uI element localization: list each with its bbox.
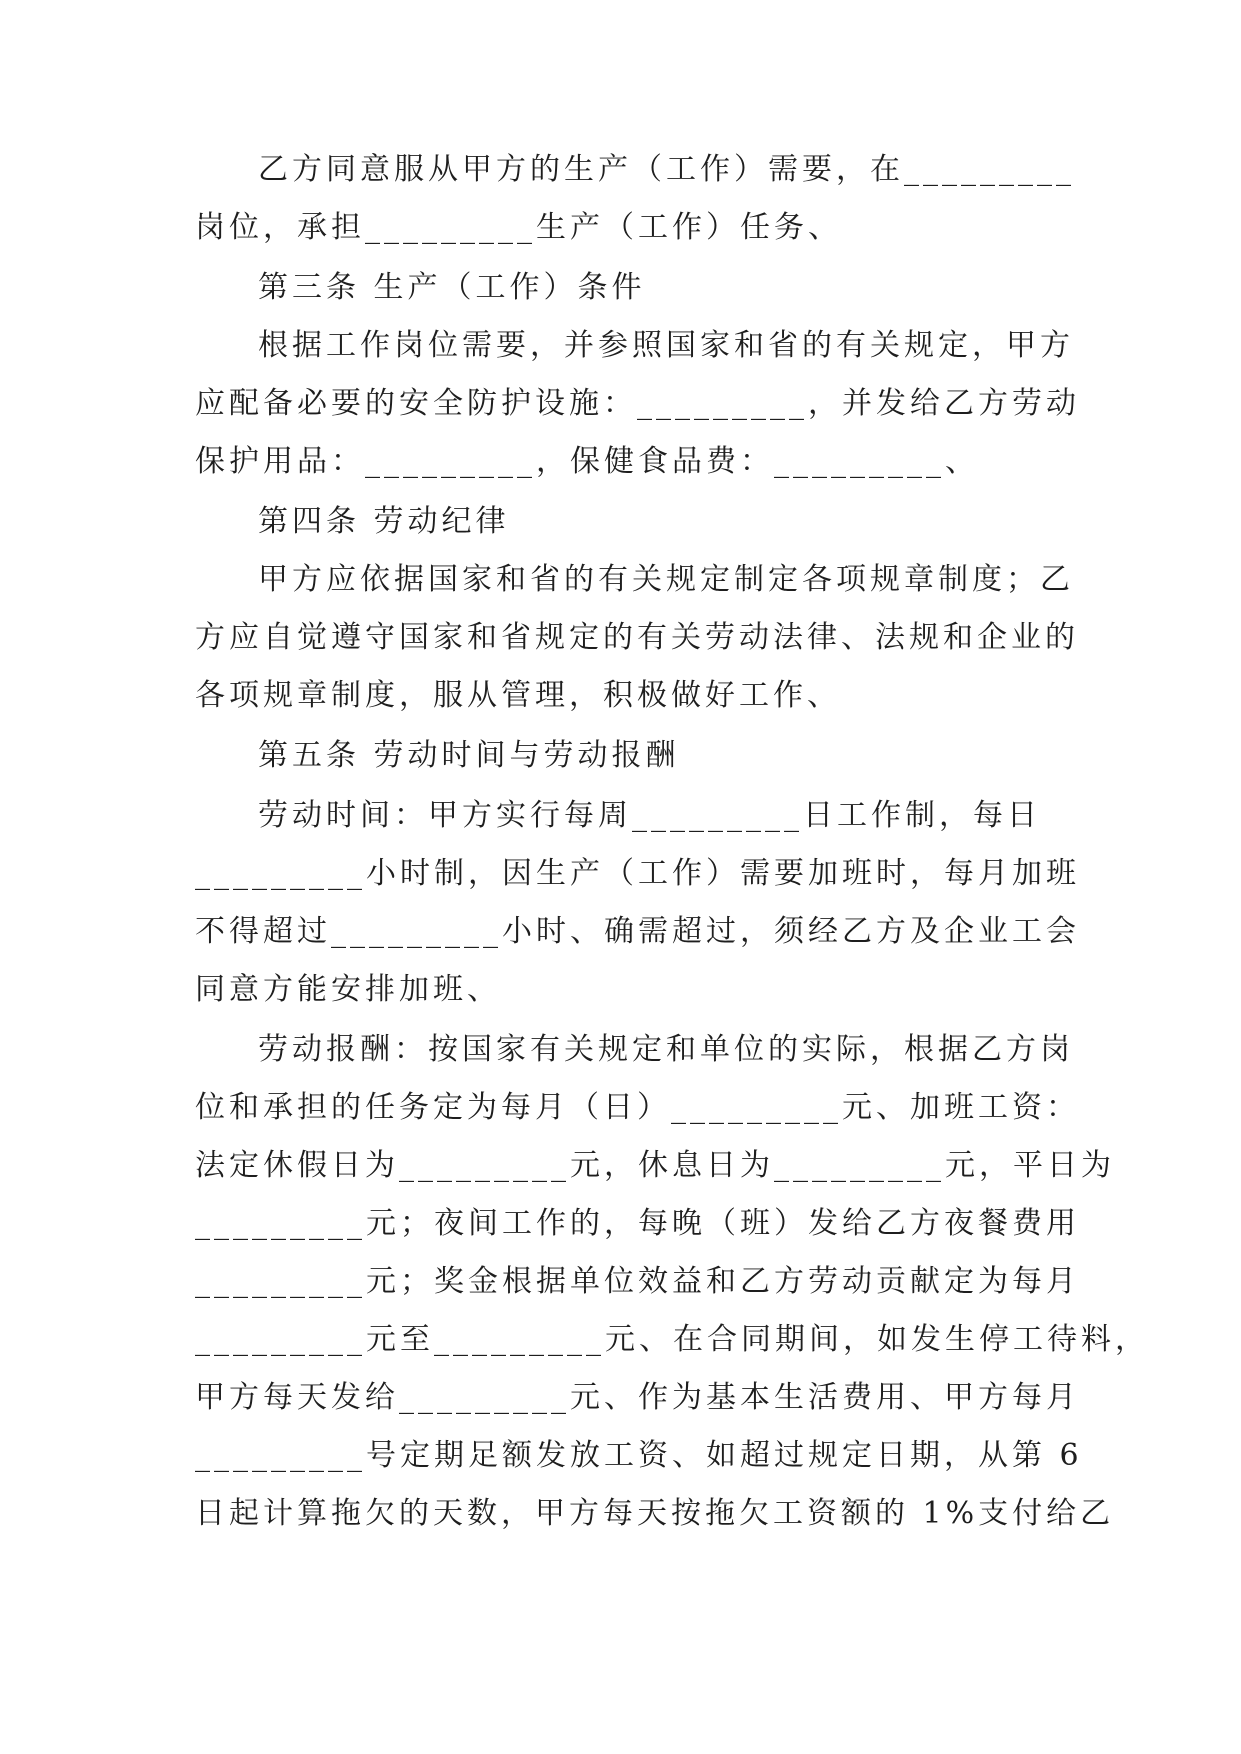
- section-heading-4: 第四条 劳动纪律: [258, 504, 510, 539]
- paragraph-line: 劳动时间：甲方实行每周_________日工作制，每日: [258, 798, 1041, 833]
- paragraph-line: _________元至_________元、在合同期间，如发生停工待料，: [195, 1322, 1149, 1357]
- paragraph-line: 甲方应依据国家和省的有关规定制定各项规章制度；乙: [258, 562, 1074, 597]
- paragraph-line: 应配备必要的安全防护设施：_________，并发给乙方劳动: [195, 386, 1080, 421]
- paragraph-line: _________小时制，因生产（工作）需要加班时，每月加班: [195, 856, 1080, 891]
- paragraph-line: 位和承担的任务定为每月（日）_________元、加班工资：: [195, 1090, 1080, 1125]
- paragraph-line: 方应自觉遵守国家和省规定的有关劳动法律、法规和企业的: [195, 620, 1079, 655]
- paragraph-line: 保护用品：_________，保健食品费：_________、: [195, 444, 979, 479]
- paragraph-line: _________元；奖金根据单位效益和乙方劳动贡献定为每月: [195, 1264, 1080, 1299]
- paragraph-line: 不得超过_________小时、确需超过，须经乙方及企业工会: [195, 914, 1080, 949]
- section-heading-5: 第五条 劳动时间与劳动报酬: [258, 738, 680, 773]
- paragraph-line: 日起计算拖欠的天数，甲方每天按拖欠工资额的 1%支付给乙: [195, 1496, 1115, 1531]
- paragraph-line: 法定休假日为_________元，休息日为_________元，平日为: [195, 1148, 1115, 1183]
- paragraph-line: 岗位，承担_________生产（工作）任务、: [195, 210, 842, 245]
- paragraph-line: 乙方同意服从甲方的生产（工作）需要，在_________: [258, 152, 1075, 187]
- paragraph-line: 甲方每天发给_________元、作为基本生活费用、甲方每月: [195, 1380, 1080, 1415]
- paragraph-line: 各项规章制度，服从管理，积极做好工作、: [195, 678, 841, 713]
- paragraph-line: 劳动报酬：按国家有关规定和单位的实际，根据乙方岗: [258, 1032, 1074, 1067]
- paragraph-line: 根据工作岗位需要，并参照国家和省的有关规定，甲方: [258, 328, 1074, 363]
- paragraph-line: _________号定期足额发放工资、如超过规定日期，从第 6: [195, 1438, 1083, 1473]
- section-heading-3: 第三条 生产（工作）条件: [258, 270, 646, 305]
- paragraph-line: 同意方能安排加班、: [195, 972, 501, 1007]
- paragraph-line: _________元；夜间工作的，每晚（班）发给乙方夜餐费用: [195, 1206, 1080, 1241]
